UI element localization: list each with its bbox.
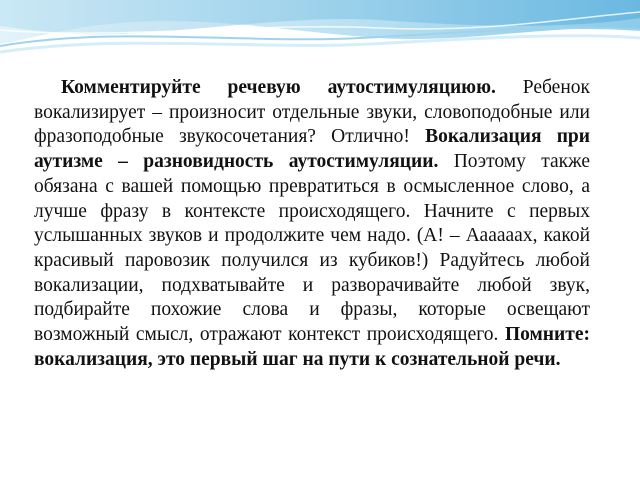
- paragraph-run: Ребенок вокализирует – произносит отдельные звуки, словоподобные или фразоподобные звукосочетания? Отлично!: [34, 77, 590, 148]
- paragraph-run: Вокализация при аутизме – разновидность аутостимуляции.: [34, 126, 591, 173]
- decorative-wave-header: [0, 0, 640, 80]
- paragraph-run: Комментируйте речевую аутостимуляциюю.: [61, 77, 523, 98]
- paragraph-run: Помните: вокализация, это первый шаг на пути к сознательной речи.: [34, 324, 590, 370]
- main-paragraph: [34, 76, 590, 372]
- paragraph-run: Поэтому также обязана с вашей помощью превратиться в осмысленное слово, а лучше фразу в контексте происходящего. Начните с первых услышанных звуков и продолжите чем надо. (А! – Аааааах, какой красивый паровозик получился из кубиков!) Радуйтесь любой вокализации, подхватывайте и разворачивайте любой звук, подбирайте похожие слова и фразы, которые освещают возможный смысл, отражают контекст происходящего.: [34, 151, 590, 346]
